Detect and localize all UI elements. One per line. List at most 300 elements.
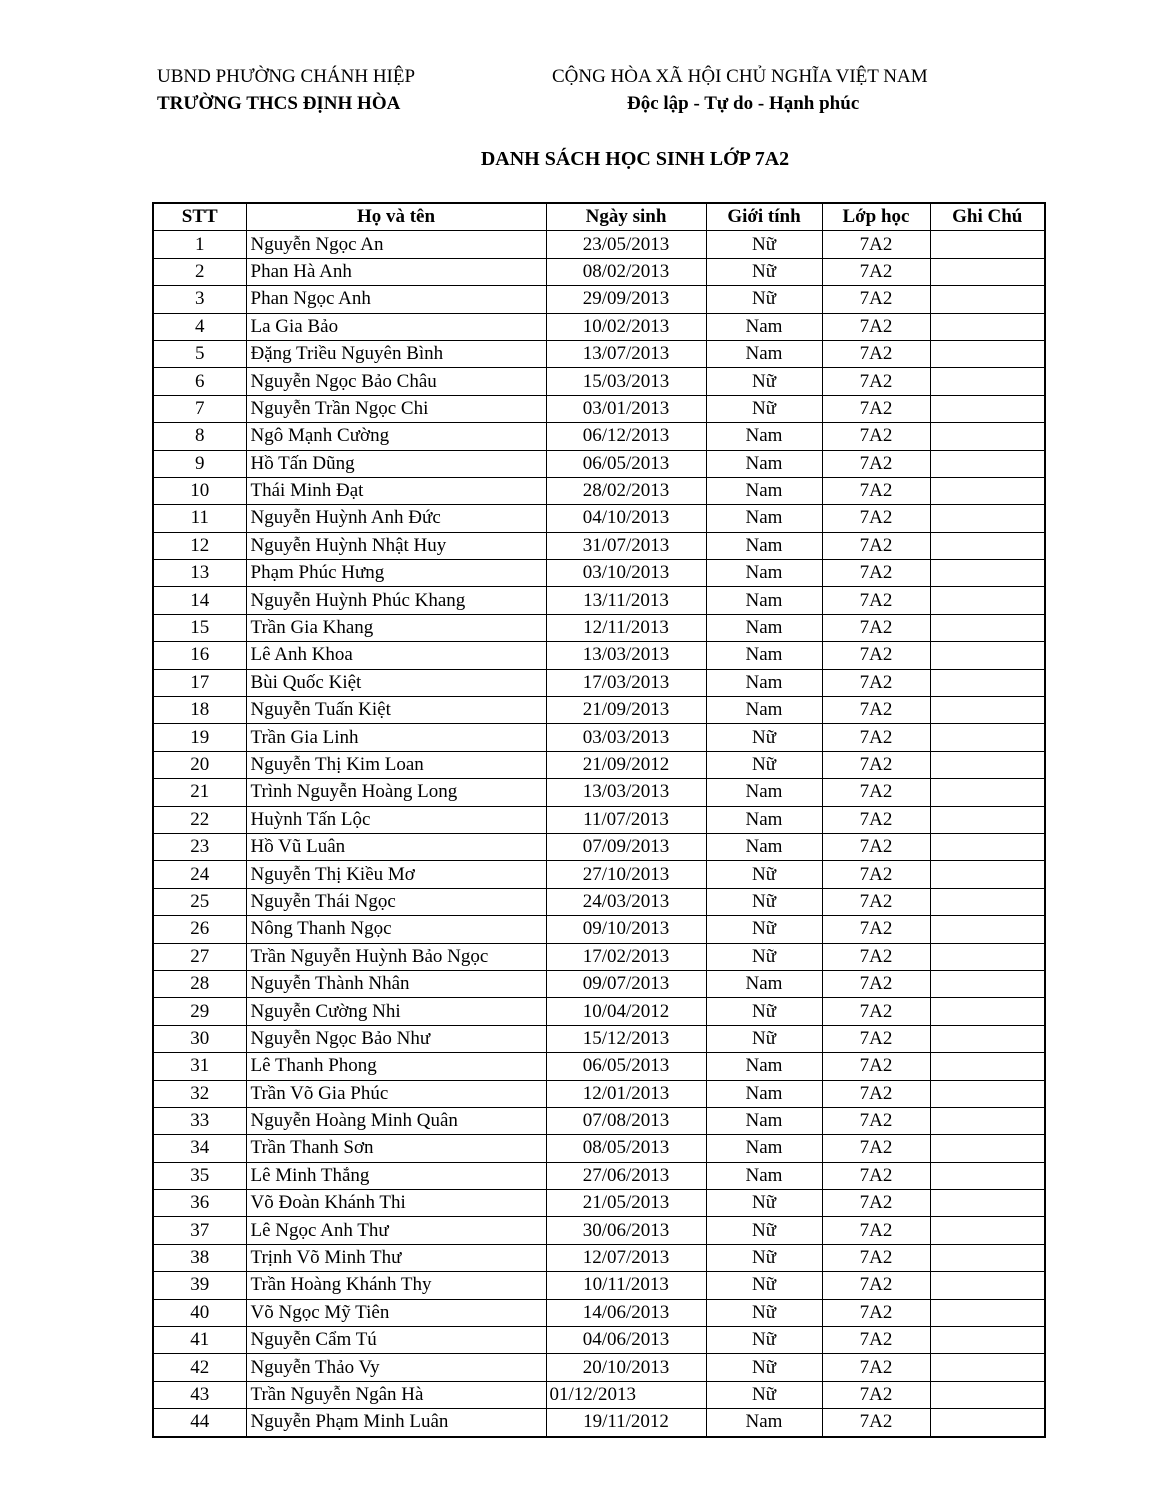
row-name: Nguyễn Cường Nhi — [246, 998, 546, 1025]
row-gender: Nam — [706, 1107, 822, 1134]
row-gender: Nữ — [706, 998, 822, 1025]
row-gender: Nam — [706, 450, 822, 477]
row-name: Trần Nguyễn Huỳnh Bảo Ngọc — [246, 943, 546, 970]
row-gender: Nam — [706, 340, 822, 367]
row-notes — [930, 1107, 1045, 1134]
row-gender: Nam — [706, 806, 822, 833]
row-gender: Nam — [706, 505, 822, 532]
row-stt: 3 — [153, 286, 246, 313]
row-notes — [930, 587, 1045, 614]
row-name: Nguyễn Hoàng Minh Quân — [246, 1107, 546, 1134]
row-dob: 19/11/2012 — [546, 1409, 706, 1437]
row-class: 7A2 — [822, 231, 930, 258]
column-header-class: Lớp học — [822, 203, 930, 231]
row-gender: Nữ — [706, 1025, 822, 1052]
row-dob: 13/07/2013 — [546, 340, 706, 367]
row-class: 7A2 — [822, 916, 930, 943]
row-dob: 21/05/2013 — [546, 1190, 706, 1217]
row-dob: 04/10/2013 — [546, 505, 706, 532]
table-row — [153, 231, 1045, 258]
table-row — [153, 368, 1045, 395]
row-stt: 35 — [153, 1162, 246, 1189]
row-notes — [930, 395, 1045, 422]
row-notes — [930, 970, 1045, 997]
row-name: Nguyễn Huỳnh Anh Đức — [246, 505, 546, 532]
row-notes — [930, 1217, 1045, 1244]
row-stt: 14 — [153, 587, 246, 614]
row-stt: 43 — [153, 1381, 246, 1408]
row-class: 7A2 — [822, 642, 930, 669]
table-row — [153, 1162, 1045, 1189]
row-dob: 06/05/2013 — [546, 1053, 706, 1080]
row-class: 7A2 — [822, 1025, 930, 1052]
row-class: 7A2 — [822, 888, 930, 915]
row-dob: 07/09/2013 — [546, 833, 706, 860]
row-notes — [930, 1327, 1045, 1354]
row-name: Trần Nguyễn Ngân Hà — [246, 1381, 546, 1408]
row-gender: Nam — [706, 587, 822, 614]
table-row — [153, 888, 1045, 915]
table-row — [153, 477, 1045, 504]
row-class: 7A2 — [822, 1190, 930, 1217]
table-row — [153, 806, 1045, 833]
row-name: Nguyễn Thành Nhân — [246, 970, 546, 997]
table-row — [153, 751, 1045, 778]
row-gender: Nữ — [706, 1217, 822, 1244]
row-dob: 27/06/2013 — [546, 1162, 706, 1189]
row-gender: Nam — [706, 1409, 822, 1437]
row-dob: 08/05/2013 — [546, 1135, 706, 1162]
row-gender: Nữ — [706, 258, 822, 285]
row-name: Trần Gia Khang — [246, 614, 546, 641]
row-name: Nguyễn Huỳnh Nhật Huy — [246, 532, 546, 559]
row-class: 7A2 — [822, 1217, 930, 1244]
row-dob: 21/09/2012 — [546, 751, 706, 778]
table-row — [153, 313, 1045, 340]
table-row — [153, 861, 1045, 888]
row-class: 7A2 — [822, 751, 930, 778]
row-dob: 06/12/2013 — [546, 423, 706, 450]
row-class: 7A2 — [822, 614, 930, 641]
row-notes — [930, 532, 1045, 559]
row-gender: Nam — [706, 697, 822, 724]
row-dob: 13/03/2013 — [546, 642, 706, 669]
row-gender: Nữ — [706, 943, 822, 970]
row-stt: 18 — [153, 697, 246, 724]
row-stt: 15 — [153, 614, 246, 641]
student-roster-table — [152, 202, 1046, 1438]
row-stt: 10 — [153, 477, 246, 504]
row-notes — [930, 697, 1045, 724]
table-row — [153, 1025, 1045, 1052]
row-gender: Nam — [706, 833, 822, 860]
row-stt: 7 — [153, 395, 246, 422]
column-header-notes: Ghi Chú — [930, 203, 1045, 231]
row-dob: 12/11/2013 — [546, 614, 706, 641]
row-dob: 08/02/2013 — [546, 258, 706, 285]
row-name: Phạm Phúc Hưng — [246, 560, 546, 587]
table-row — [153, 916, 1045, 943]
row-gender: Nam — [706, 614, 822, 641]
row-gender: Nam — [706, 642, 822, 669]
row-dob: 17/02/2013 — [546, 943, 706, 970]
row-notes — [930, 313, 1045, 340]
row-stt: 20 — [153, 751, 246, 778]
row-dob: 24/03/2013 — [546, 888, 706, 915]
row-name: Trần Gia Linh — [246, 724, 546, 751]
row-name: Nguyễn Thị Kiều Mơ — [246, 861, 546, 888]
row-notes — [930, 1135, 1045, 1162]
table-row — [153, 642, 1045, 669]
row-notes — [930, 1354, 1045, 1381]
row-gender: Nữ — [706, 1354, 822, 1381]
row-notes — [930, 477, 1045, 504]
row-class: 7A2 — [822, 1162, 930, 1189]
row-class: 7A2 — [822, 998, 930, 1025]
row-notes — [930, 751, 1045, 778]
row-name: Ngô Mạnh Cường — [246, 423, 546, 450]
table-row — [153, 669, 1045, 696]
row-class: 7A2 — [822, 477, 930, 504]
row-name: Nguyễn Tuấn Kiệt — [246, 697, 546, 724]
row-gender: Nữ — [706, 368, 822, 395]
row-gender: Nam — [706, 532, 822, 559]
row-stt: 4 — [153, 313, 246, 340]
row-gender: Nam — [706, 477, 822, 504]
row-notes — [930, 231, 1045, 258]
table-row — [153, 340, 1045, 367]
table-row — [153, 998, 1045, 1025]
row-gender: Nam — [706, 313, 822, 340]
row-gender: Nữ — [706, 1381, 822, 1408]
row-name: Trịnh Võ Minh Thư — [246, 1244, 546, 1271]
row-class: 7A2 — [822, 313, 930, 340]
table-row — [153, 423, 1045, 450]
row-notes — [930, 286, 1045, 313]
row-notes — [930, 1080, 1045, 1107]
row-name: Trình Nguyễn Hoàng Long — [246, 779, 546, 806]
row-class: 7A2 — [822, 1107, 930, 1134]
row-notes — [930, 943, 1045, 970]
row-dob: 04/06/2013 — [546, 1327, 706, 1354]
table-row — [153, 286, 1045, 313]
row-stt: 9 — [153, 450, 246, 477]
row-gender: Nam — [706, 779, 822, 806]
row-class: 7A2 — [822, 1053, 930, 1080]
row-class: 7A2 — [822, 833, 930, 860]
row-dob: 03/03/2013 — [546, 724, 706, 751]
row-dob: 03/01/2013 — [546, 395, 706, 422]
row-notes — [930, 1162, 1045, 1189]
row-name: Nguyễn Thái Ngọc — [246, 888, 546, 915]
row-class: 7A2 — [822, 1080, 930, 1107]
row-name: Đặng Triều Nguyên Bình — [246, 340, 546, 367]
row-name: Bùi Quốc Kiệt — [246, 669, 546, 696]
table-row — [153, 943, 1045, 970]
row-stt: 33 — [153, 1107, 246, 1134]
row-name: Phan Ngọc Anh — [246, 286, 546, 313]
table-row — [153, 1299, 1045, 1326]
row-dob: 29/09/2013 — [546, 286, 706, 313]
row-gender: Nữ — [706, 395, 822, 422]
table-row — [153, 697, 1045, 724]
table-row — [153, 614, 1045, 641]
table-row — [153, 1190, 1045, 1217]
row-class: 7A2 — [822, 368, 930, 395]
row-gender: Nữ — [706, 286, 822, 313]
row-name: Trần Hoàng Khánh Thy — [246, 1272, 546, 1299]
row-class: 7A2 — [822, 861, 930, 888]
row-notes — [930, 724, 1045, 751]
row-dob: 01/12/2013 — [546, 1381, 706, 1408]
row-name: Võ Ngọc Mỹ Tiên — [246, 1299, 546, 1326]
row-class: 7A2 — [822, 1327, 930, 1354]
row-notes — [930, 560, 1045, 587]
row-stt: 2 — [153, 258, 246, 285]
row-stt: 1 — [153, 231, 246, 258]
row-stt: 44 — [153, 1409, 246, 1437]
row-class: 7A2 — [822, 258, 930, 285]
row-notes — [930, 669, 1045, 696]
row-dob: 13/11/2013 — [546, 587, 706, 614]
row-notes — [930, 1025, 1045, 1052]
row-class: 7A2 — [822, 286, 930, 313]
row-class: 7A2 — [822, 779, 930, 806]
table-row — [153, 560, 1045, 587]
row-stt: 27 — [153, 943, 246, 970]
row-stt: 42 — [153, 1354, 246, 1381]
row-dob: 20/10/2013 — [546, 1354, 706, 1381]
row-notes — [930, 450, 1045, 477]
row-name: Võ Đoàn Khánh Thi — [246, 1190, 546, 1217]
row-notes — [930, 861, 1045, 888]
row-dob: 28/02/2013 — [546, 477, 706, 504]
district-name: UBND PHƯỜNG CHÁNH HIỆP — [157, 66, 416, 87]
table-row — [153, 1272, 1045, 1299]
row-stt: 24 — [153, 861, 246, 888]
row-stt: 41 — [153, 1327, 246, 1354]
table-row — [153, 1107, 1045, 1134]
row-gender: Nam — [706, 1162, 822, 1189]
table-row — [153, 258, 1045, 285]
row-dob: 15/12/2013 — [546, 1025, 706, 1052]
row-dob: 09/10/2013 — [546, 916, 706, 943]
row-dob: 21/09/2013 — [546, 697, 706, 724]
row-notes — [930, 779, 1045, 806]
row-dob: 10/02/2013 — [546, 313, 706, 340]
row-name: Lê Anh Khoa — [246, 642, 546, 669]
row-name: Nguyễn Cẩm Tú — [246, 1327, 546, 1354]
row-dob: 03/10/2013 — [546, 560, 706, 587]
row-name: Trần Thanh Sơn — [246, 1135, 546, 1162]
row-gender: Nữ — [706, 751, 822, 778]
row-class: 7A2 — [822, 532, 930, 559]
table-row — [153, 505, 1045, 532]
row-notes — [930, 833, 1045, 860]
table-body — [153, 231, 1045, 1437]
row-class: 7A2 — [822, 1381, 930, 1408]
row-stt: 5 — [153, 340, 246, 367]
row-dob: 13/03/2013 — [546, 779, 706, 806]
table-row — [153, 833, 1045, 860]
table-row — [153, 587, 1045, 614]
column-header-stt: STT — [153, 203, 246, 231]
row-class: 7A2 — [822, 943, 930, 970]
row-notes — [930, 642, 1045, 669]
row-class: 7A2 — [822, 1244, 930, 1271]
row-notes — [930, 1244, 1045, 1271]
row-class: 7A2 — [822, 1272, 930, 1299]
column-header-name: Họ và tên — [246, 203, 546, 231]
row-stt: 17 — [153, 669, 246, 696]
row-stt: 21 — [153, 779, 246, 806]
row-notes — [930, 1409, 1045, 1437]
row-gender: Nữ — [706, 231, 822, 258]
row-class: 7A2 — [822, 697, 930, 724]
row-dob: 14/06/2013 — [546, 1299, 706, 1326]
row-notes — [930, 916, 1045, 943]
row-class: 7A2 — [822, 560, 930, 587]
table-row — [153, 450, 1045, 477]
row-dob: 07/08/2013 — [546, 1107, 706, 1134]
table-row — [153, 724, 1045, 751]
row-name: Trần Võ Gia Phúc — [246, 1080, 546, 1107]
row-name: Lê Minh Thắng — [246, 1162, 546, 1189]
row-gender: Nam — [706, 1053, 822, 1080]
row-stt: 13 — [153, 560, 246, 587]
row-name: Nguyễn Ngọc Bảo Như — [246, 1025, 546, 1052]
row-name: Hồ Tấn Dũng — [246, 450, 546, 477]
column-header-dob: Ngày sinh — [546, 203, 706, 231]
row-name: Nguyễn Thị Kim Loan — [246, 751, 546, 778]
row-notes — [930, 368, 1045, 395]
table-row — [153, 1053, 1045, 1080]
row-dob: 10/11/2013 — [546, 1272, 706, 1299]
row-notes — [930, 888, 1045, 915]
row-class: 7A2 — [822, 450, 930, 477]
row-name: Nguyễn Thảo Vy — [246, 1354, 546, 1381]
row-class: 7A2 — [822, 587, 930, 614]
row-stt: 30 — [153, 1025, 246, 1052]
row-notes — [930, 340, 1045, 367]
row-gender: Nam — [706, 560, 822, 587]
row-notes — [930, 1299, 1045, 1326]
table-row — [153, 1244, 1045, 1271]
row-name: La Gia Bảo — [246, 313, 546, 340]
row-notes — [930, 806, 1045, 833]
row-notes — [930, 1272, 1045, 1299]
row-gender: Nữ — [706, 888, 822, 915]
row-gender: Nữ — [706, 1272, 822, 1299]
school-name: TRƯỜNG THCS ĐỊNH HÒA — [157, 93, 401, 114]
row-gender: Nữ — [706, 916, 822, 943]
table-row — [153, 1217, 1045, 1244]
row-class: 7A2 — [822, 724, 930, 751]
row-stt: 32 — [153, 1080, 246, 1107]
national-title: CỘNG HÒA XÃ HỘI CHỦ NGHĨA VIỆT NAM — [552, 66, 928, 87]
table-row — [153, 1381, 1045, 1408]
row-name: Nông Thanh Ngọc — [246, 916, 546, 943]
row-dob: 06/05/2013 — [546, 450, 706, 477]
row-name: Thái Minh Đạt — [246, 477, 546, 504]
row-stt: 37 — [153, 1217, 246, 1244]
row-stt: 19 — [153, 724, 246, 751]
row-name: Nguyễn Phạm Minh Luân — [246, 1409, 546, 1437]
row-stt: 6 — [153, 368, 246, 395]
row-stt: 12 — [153, 532, 246, 559]
table-row — [153, 1135, 1045, 1162]
row-gender: Nữ — [706, 861, 822, 888]
national-motto: Độc lập - Tự do - Hạnh phúc — [627, 93, 860, 114]
row-dob: 23/05/2013 — [546, 231, 706, 258]
row-dob: 11/07/2013 — [546, 806, 706, 833]
row-class: 7A2 — [822, 505, 930, 532]
row-gender: Nữ — [706, 724, 822, 751]
row-dob: 30/06/2013 — [546, 1217, 706, 1244]
row-stt: 28 — [153, 970, 246, 997]
row-name: Hồ Vũ Luân — [246, 833, 546, 860]
row-name: Lê Ngọc Anh Thư — [246, 1217, 546, 1244]
table-row — [153, 970, 1045, 997]
row-class: 7A2 — [822, 1135, 930, 1162]
row-notes — [930, 423, 1045, 450]
row-stt: 11 — [153, 505, 246, 532]
row-dob: 12/07/2013 — [546, 1244, 706, 1271]
row-name: Nguyễn Trần Ngọc Chi — [246, 395, 546, 422]
row-stt: 39 — [153, 1272, 246, 1299]
row-notes — [930, 1381, 1045, 1408]
row-gender: Nam — [706, 423, 822, 450]
table-row — [153, 779, 1045, 806]
row-gender: Nam — [706, 1080, 822, 1107]
row-stt: 25 — [153, 888, 246, 915]
row-class: 7A2 — [822, 970, 930, 997]
row-dob: 31/07/2013 — [546, 532, 706, 559]
table-row — [153, 1354, 1045, 1381]
row-class: 7A2 — [822, 395, 930, 422]
row-class: 7A2 — [822, 1354, 930, 1381]
row-notes — [930, 1190, 1045, 1217]
row-notes — [930, 614, 1045, 641]
row-class: 7A2 — [822, 1409, 930, 1437]
row-name: Phan Hà Anh — [246, 258, 546, 285]
table-row — [153, 1327, 1045, 1354]
table-row — [153, 395, 1045, 422]
row-dob: 12/01/2013 — [546, 1080, 706, 1107]
row-stt: 26 — [153, 916, 246, 943]
table-row — [153, 1409, 1045, 1437]
table-header-row — [153, 203, 1045, 231]
row-stt: 34 — [153, 1135, 246, 1162]
row-stt: 31 — [153, 1053, 246, 1080]
row-stt: 16 — [153, 642, 246, 669]
row-class: 7A2 — [822, 423, 930, 450]
row-stt: 23 — [153, 833, 246, 860]
row-notes — [930, 998, 1045, 1025]
row-dob: 15/03/2013 — [546, 368, 706, 395]
table-row — [153, 1080, 1045, 1107]
row-gender: Nam — [706, 1135, 822, 1162]
row-class: 7A2 — [822, 806, 930, 833]
row-stt: 29 — [153, 998, 246, 1025]
row-name: Nguyễn Huỳnh Phúc Khang — [246, 587, 546, 614]
row-dob: 10/04/2012 — [546, 998, 706, 1025]
row-class: 7A2 — [822, 669, 930, 696]
row-name: Nguyễn Ngọc An — [246, 231, 546, 258]
row-name: Nguyễn Ngọc Bảo Châu — [246, 368, 546, 395]
table-row — [153, 532, 1045, 559]
row-notes — [930, 258, 1045, 285]
